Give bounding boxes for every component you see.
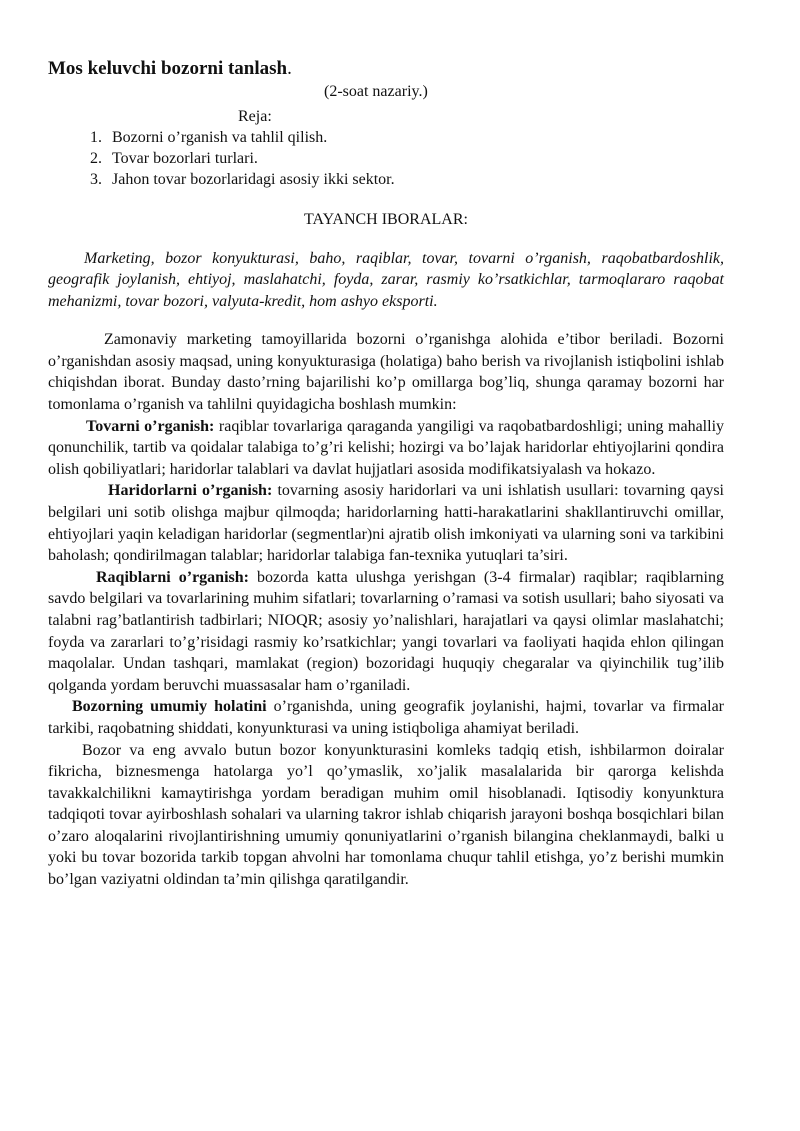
plan-item-number: 2. [90, 150, 102, 167]
body-paragraph [48, 567, 724, 697]
paragraph-lead: Tovarni o’rganish: [86, 417, 215, 435]
plan-item [48, 148, 724, 169]
plan-item-number: 3. [90, 171, 102, 188]
keywords-heading: TAYANCH IBORALAR: [304, 211, 468, 228]
keywords-paragraph: Marketing, bozor konyukturasi, baho, raqiblar, tovar, tovarni o’rganish, raqobatbardoshlik, geografik joylanish, ehtiyoj, maslahatchi, foyda, zarar, rasmiy ko’rsatkichlar, tarmoqlararo raqobat mehanizmi, tovar bozori, valyuta-kredit, hom ashyo eksporti. [48, 250, 724, 310]
document-title [48, 56, 724, 82]
paragraph-text: o’rganishda, uning geografik joylanishi, hajmi, tovarlar va firmalar tarkibi, raqobatning shiddati, konyunkturasi va uning istiqboliga ahamiyat beriladi. [48, 698, 724, 737]
body-paragraph [48, 480, 724, 566]
body-paragraph [48, 740, 724, 891]
plan-item-text: Tovar bozorlari turlari. [112, 150, 258, 167]
paragraph-text: raqiblar tovarlariga qaraganda yangiligi va raqobatbardoshligi; uning mahalliy qonunchilik, tartib va qoidalar talabiga to’g’ri kelishi; hozirgi va bo’lajak haridorlar ehtiyojlarini qondira olish qobiliyatlari; haridorlar talablari va davlat hujjatlari asosida modifikatsiyalash va hokazo. [48, 417, 725, 478]
document-subtitle: (2-soat nazariy.) [324, 83, 428, 100]
plan-item [48, 169, 724, 190]
paragraph-text: Zamonaviy marketing tamoyillarida bozorni o’rganishga alohida e’tibor beriladi. Bozorni o’rganishdan asosiy maqsad, uning konyukturasiga (holatiga) baho berish va rivojlanish istiqbolini ishlab chiqishdan iborat. Bunday dasto’rning bajarilishi ko’p omillarga bog’liq, shunga qaramay bozorni har tomonlama o’rganish va tahlilni quyidagicha boshlash mumkin: [48, 331, 724, 413]
plan-list [48, 127, 724, 190]
paragraph-lead: Raqiblarni o’rganish: [96, 568, 249, 586]
plan-item-number: 1. [90, 129, 102, 146]
plan-item-text: Bozorni o’rganish va tahlil qilish. [112, 129, 328, 146]
paragraph-text: bozorda katta ulushga yerishgan (3-4 firmalar) raqiblar; raqiblarning savdo belgilari va tovarlarining muhim sifatlari; tovarlarning o’ramasi va sotish usullari; baho siyosati va talabni rag’batlantirish tadbirlari; NIOQR; asosiy yo’nalishlari, harajatlari va qaysi olimlar maslahatchi; foyda va zararlari to’g’risidagi rasmiy ko’rsatkichlar; yangi tovarlari va faoliyati haqida ehlon qilingan maqolalar. Undan tashqari, mamlakat (region) bozoridagi huquqiy chegaralar va qiyinchilik tug’ilib qolganda yordam beruvchi muassasalar ham o’rganiladi. [48, 568, 724, 694]
plan-label: Reja: [238, 108, 272, 125]
body-paragraph [48, 696, 724, 739]
paragraph-lead: Haridorlarni o’rganish: [108, 482, 273, 500]
document-page [48, 56, 724, 891]
paragraph-text: tovarning asosiy haridorlari va uni ishlatish usullari: tovarning qaysi belgilari uni sotib olishga majbur qilmoqda; haridorlarning hatti-harakatlarini shakllantiruvchi omillar, ehtiyojlari yaqin keladigan haridorlar (segmentlar)ni ajratib olish imkoniyati va ularning soni va tarkibini baholash; qondirilmagan talablar; haridorlar talabiga fan-texnika yutuqlari ta’siri. [48, 482, 725, 565]
plan-item-text: Jahon tovar bozorlaridagi asosiy ikki sektor. [112, 171, 395, 188]
title-period: . [287, 58, 292, 79]
title-text: Mos keluvchi bozorni tanlash [48, 58, 288, 79]
body-paragraph [48, 329, 724, 415]
plan-item [48, 127, 724, 148]
paragraph-text: Bozor va eng avvalo butun bozor konyunkturasini komleks tadqiq etish, ishbilarmon doiralar fikricha, biznesmenga hatolarga yo’l qo’ymaslik, xo’jalik masalalarida bir qarorga kelishda tavakkalchilikni kamaytirishga yordam beradigan muhim omil hisoblanadi. Iqtisodiy konyunktura tadqiqoti tovar ayirboshlash sohalari va ularning takror ishlab chiqarish jarayoni boshqa bosqichlari bilan o’zaro aloqalarini rivojlantirishning umumiy qonuniyatlarini o’rganish bilangina cheklanmaydi, balki u yoki bu tovar bozorida tarkib topgan ahvolni har tomonlama chuqur tahlil etishga, yo’z berishi mumkin bo’lgan vaziyatni oldindan ta’min qilishga qaratilgandir. [48, 741, 724, 889]
paragraph-lead: Bozorning umumiy holatini [72, 698, 267, 716]
body-paragraph [48, 416, 724, 481]
